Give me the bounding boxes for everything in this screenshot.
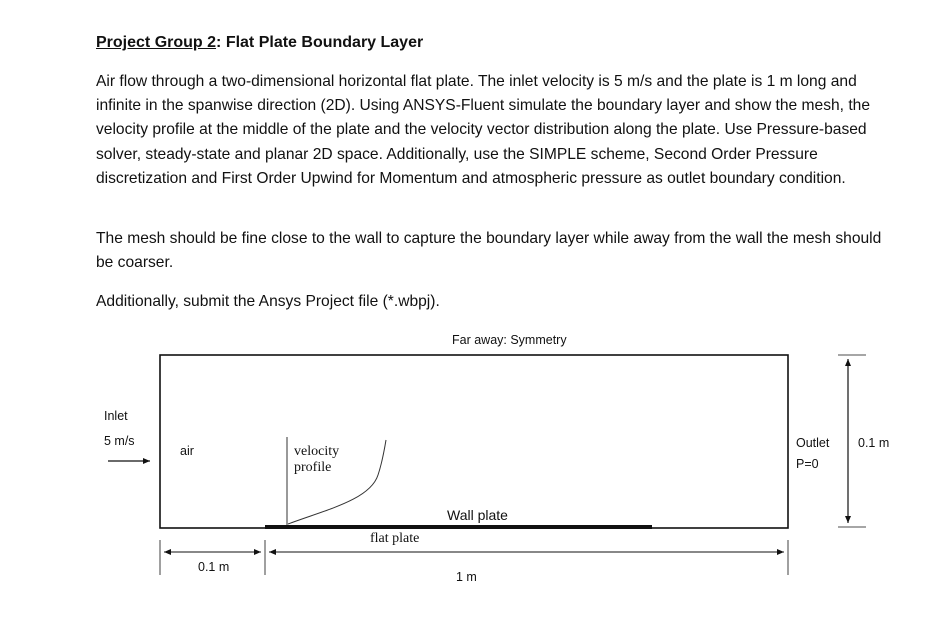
outlet-label: Outlet [796,436,830,450]
outlet-pressure-label: P=0 [796,457,819,471]
velocity-profile-label-line1: velocity [294,444,340,459]
symmetry-label: Far away: Symmetry [452,333,567,347]
plate-length-label: 1 m [456,570,477,584]
heading-separator: : [216,34,226,51]
lead-length-label: 0.1 m [198,560,230,574]
height-dimension-label: 0.1 m [858,436,890,450]
velocity-profile-label [294,444,339,476]
domain-rectangle [160,355,788,528]
inlet-velocity-label: 5 m/s [104,434,135,448]
wall-plate-label: Wall plate [447,507,508,523]
air-label: air [180,444,194,458]
problem-statement-paragraph: Air flow through a two-dimensional horizontal flat plate. The inlet velocity is 5 m/s and the plate is 1 m long and infinite in the spanwise direction (2D). Using ANSYS-Fluent simulate the boundary layer and show the mesh, the velocity profile at the middle of the plate and the velocity vector distribution along the plate. Use Pressure-based solver, steady-state and planar 2D space. Additionally, use the SIMPLE scheme, Second Order Pressure discretization and First Order Upwind for Momentum and atmospheric pressure as outlet boundary condition. [96,73,871,187]
flat-plate-label: flat plate [370,531,420,546]
mesh-requirement-paragraph: The mesh should be fine close to the wall to capture the boundary layer while away from the wall the mesh should be coarser. [96,230,882,272]
inlet-label: Inlet [104,409,128,423]
velocity-profile-label-line2: profile [294,460,332,475]
heading-title: Flat Plate Boundary Layer [225,34,424,51]
submission-paragraph: Additionally, submit the Ansys Project file (*.wbpj). [96,293,440,310]
heading-group: Project Group 2 [96,34,217,51]
